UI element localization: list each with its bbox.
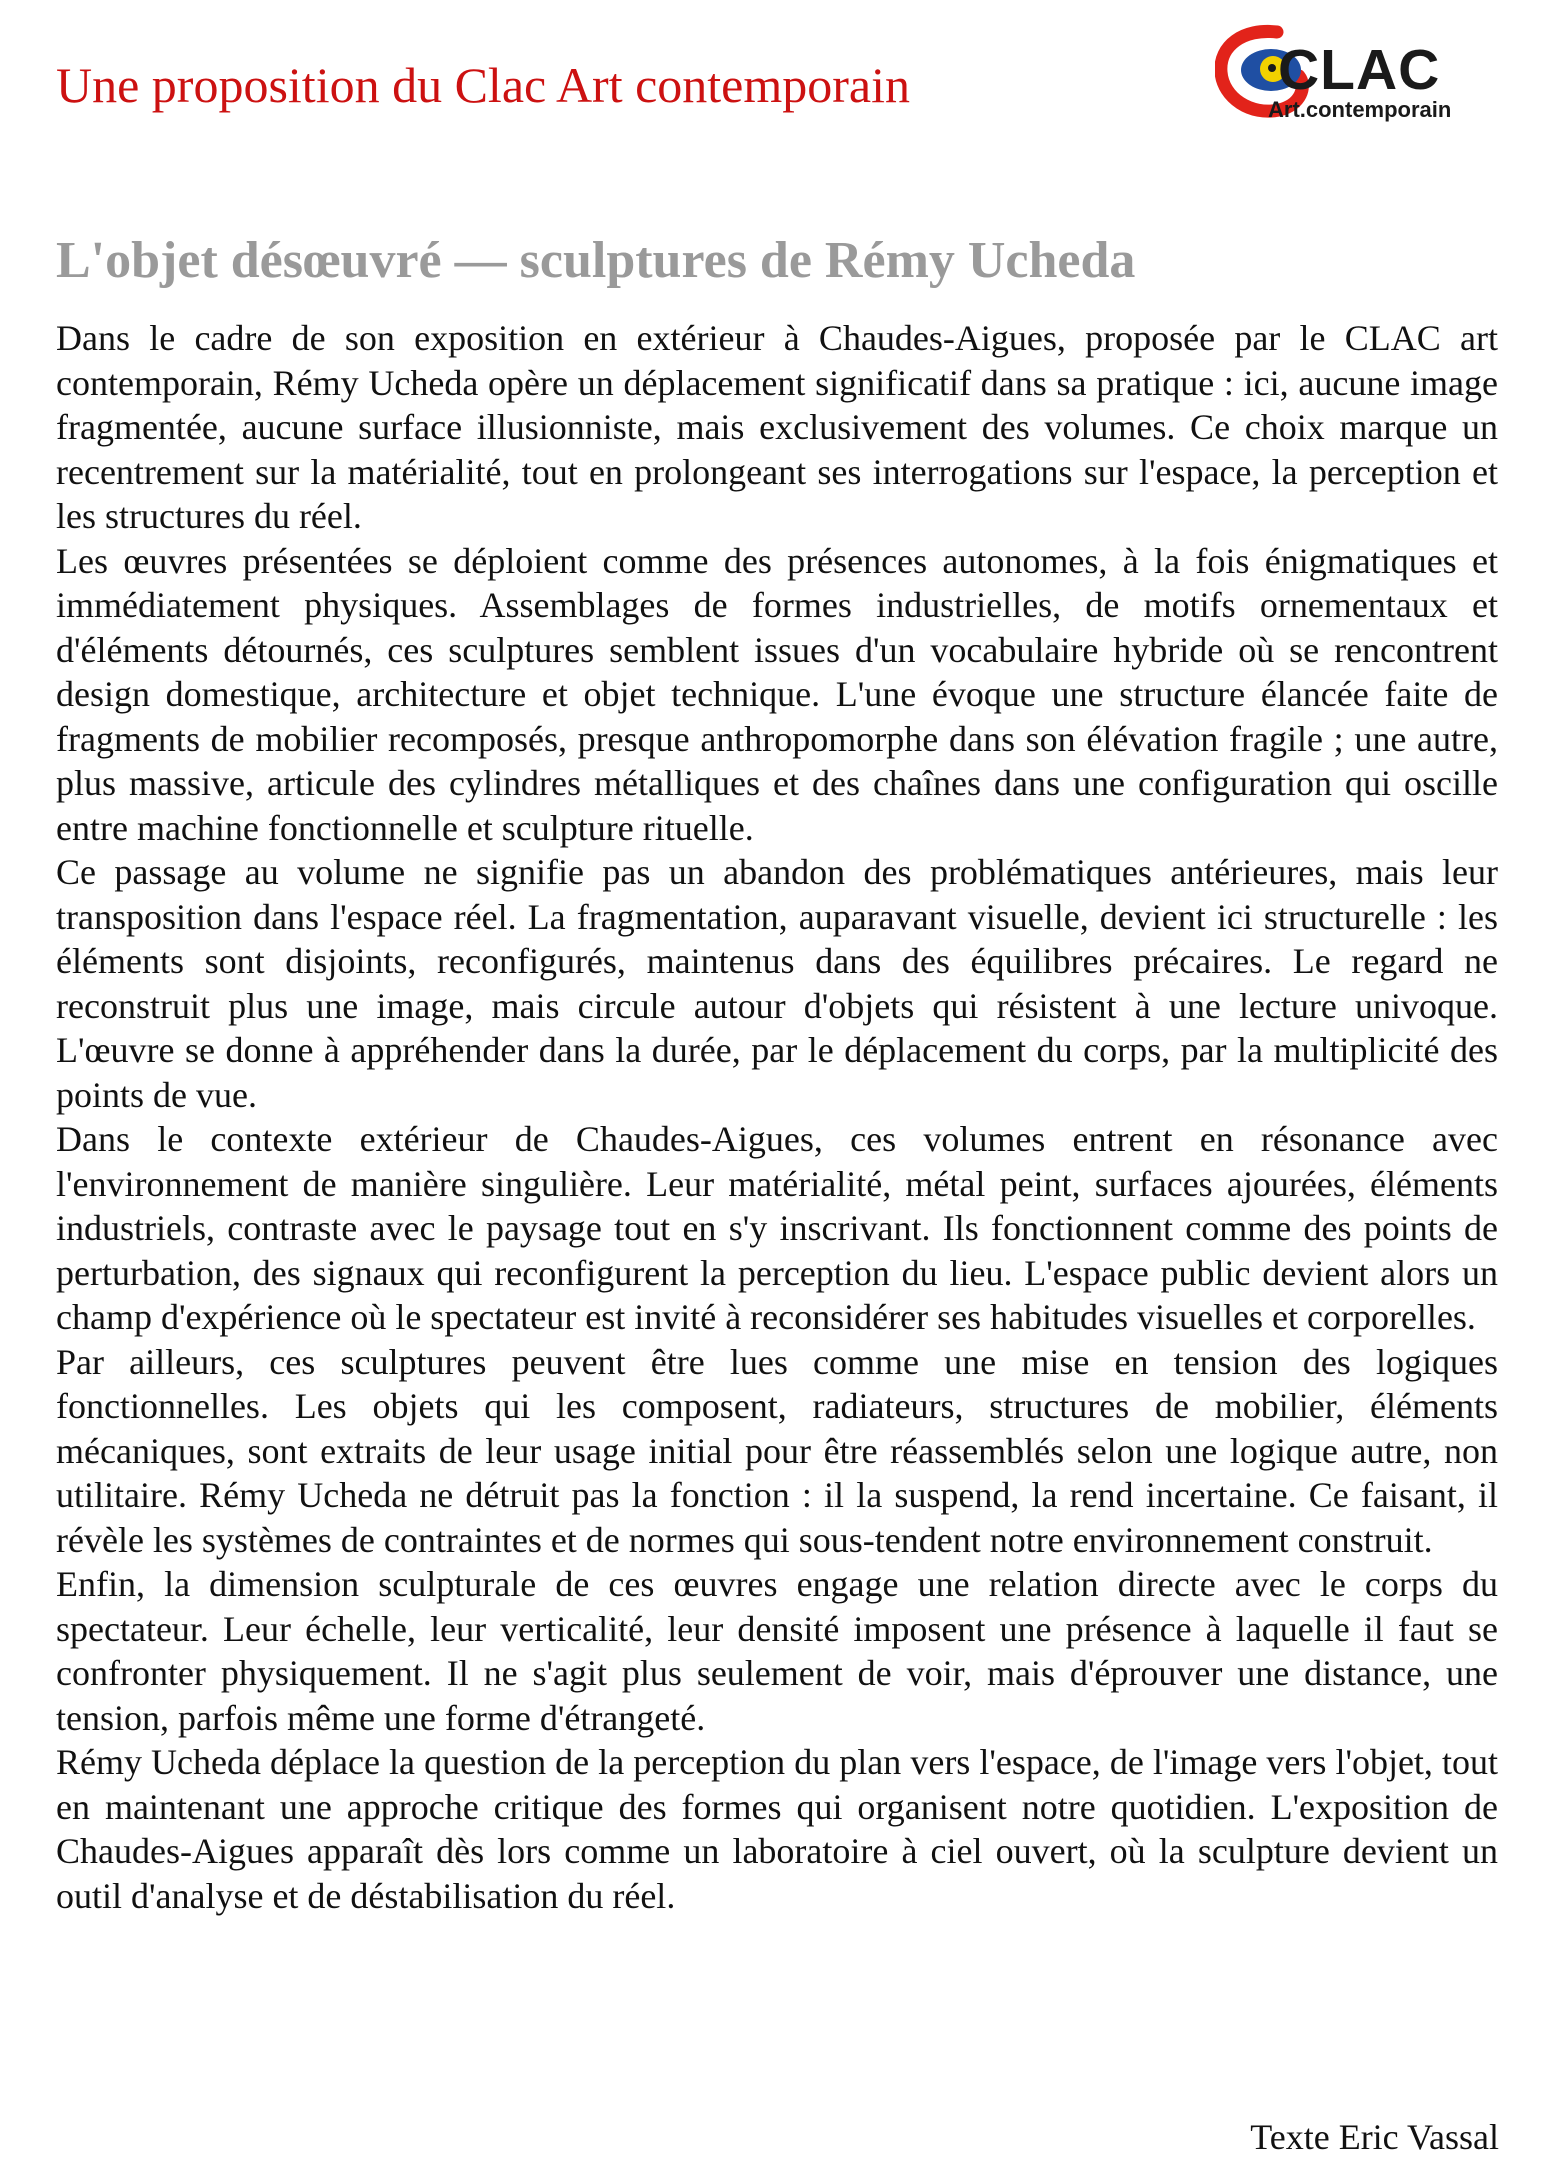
author-credit: Texte Eric Vassal (1250, 2117, 1499, 2157)
paragraph: Dans le cadre de son exposition en extérieur à Chaudes-Aigues, proposée par le CLAC art contemporain, Rémy Ucheda opère un déplacement significatif dans sa pratique : ici, aucune image fragmentée, aucune surface illusionniste, mais exclusivement des volumes. Ce choix marque un recentrement sur la matérialité, tout en prolongeant ses interrogations sur l'espace, la perception et les structures du réel. (56, 318, 1498, 536)
header-tagline: Une proposition du Clac Art contemporain (56, 57, 911, 113)
paragraph: Rémy Ucheda déplace la question de la perception du plan vers l'espace, de l'image vers l'objet, tout en maintenant une approche critique des formes qui organisent notre quotidien. L'exposition de Chaudes-Aigues apparaît dès lors comme un laboratoire à ciel ouvert, où la sculpture devient un outil d'analyse et de déstabilisation du réel. (56, 1742, 1498, 1916)
paragraph: Par ailleurs, ces sculptures peuvent être lues comme une mise en tension des logiques fonctionnelles. Les objets qui les composent, radiateurs, structures de mobilier, éléments mécaniques, sont extraits de leur usage initial pour être réassemblés selon une logique autre, non utilitaire. Rémy Ucheda ne détruit pas la fonction : il la suspend, la rend incertaine. Ce faisant, il révèle les systèmes de contraintes et de normes qui sous-tendent notre environnement construit. (56, 1341, 1498, 1560)
article-body (56, 316, 1498, 1918)
paragraph: Dans le contexte extérieur de Chaudes-Aigues, ces volumes entrent en résonance avec l'environnement de manière singulière. Leur matérialité, métal peint, surfaces ajourées, éléments industriels, contraste avec le paysage tout en s'y inscrivant. Ils fonctionnent comme des points de perturbation, des signaux qui reconfigurent la perception du lieu. L'espace public devient alors un champ d'expérience où le spectateur est invité à reconsidérer ses habitudes visuelles et corporelles. (56, 1119, 1498, 1337)
paragraph: Enfin, la dimension sculpturale de ces œuvres engage une relation directe avec le corps du spectateur. Leur échelle, leur verticalité, leur densité imposent une présence à laquelle il faut se confronter physiquement. Il ne s'agit plus seulement de voir, mais d'éprouver une distance, une tension, parfois même une forme d'étrangeté. (56, 1564, 1498, 1738)
logo-wordmark: CLAC (1278, 38, 1441, 102)
logo-subtitle: Art.contemporain (1268, 97, 1452, 122)
article-title: L'objet désœuvré — sculptures de Rémy Ucheda (56, 232, 1136, 289)
paragraph: Ce passage au volume ne signifie pas un abandon des problématiques antérieures, mais leur transposition dans l'espace réel. La fragmentation, auparavant visuelle, devient ici structurelle : les éléments sont disjoints, reconfigurés, maintenus dans des équilibres précaires. Le regard ne reconstruit plus une image, mais circule autour d'objets qui résistent à une lecture univoque. L'œuvre se donne à appréhender dans la durée, par le déplacement du corps, par la multiplicité des points de vue. (56, 852, 1498, 1115)
logo-pupil-dot (1268, 64, 1276, 72)
paragraph: Les œuvres présentées se déploient comme des présences autonomes, à la fois énigmatiques et immédiatement physiques. Assemblages de formes industrielles, de motifs ornementaux et d'éléments détournés, ces sculptures semblent issues d'un vocabulaire hybride où se rencontrent design domestique, architecture et objet technique. L'une évoque une structure élancée faite de fragments de mobilier recomposés, presque anthropomorphe dans son élévation fragile ; une autre, plus massive, articule des cylindres métalliques et des chaînes dans une configuration qui oscille entre machine fonctionnelle et sculpture rituelle. (56, 540, 1498, 848)
